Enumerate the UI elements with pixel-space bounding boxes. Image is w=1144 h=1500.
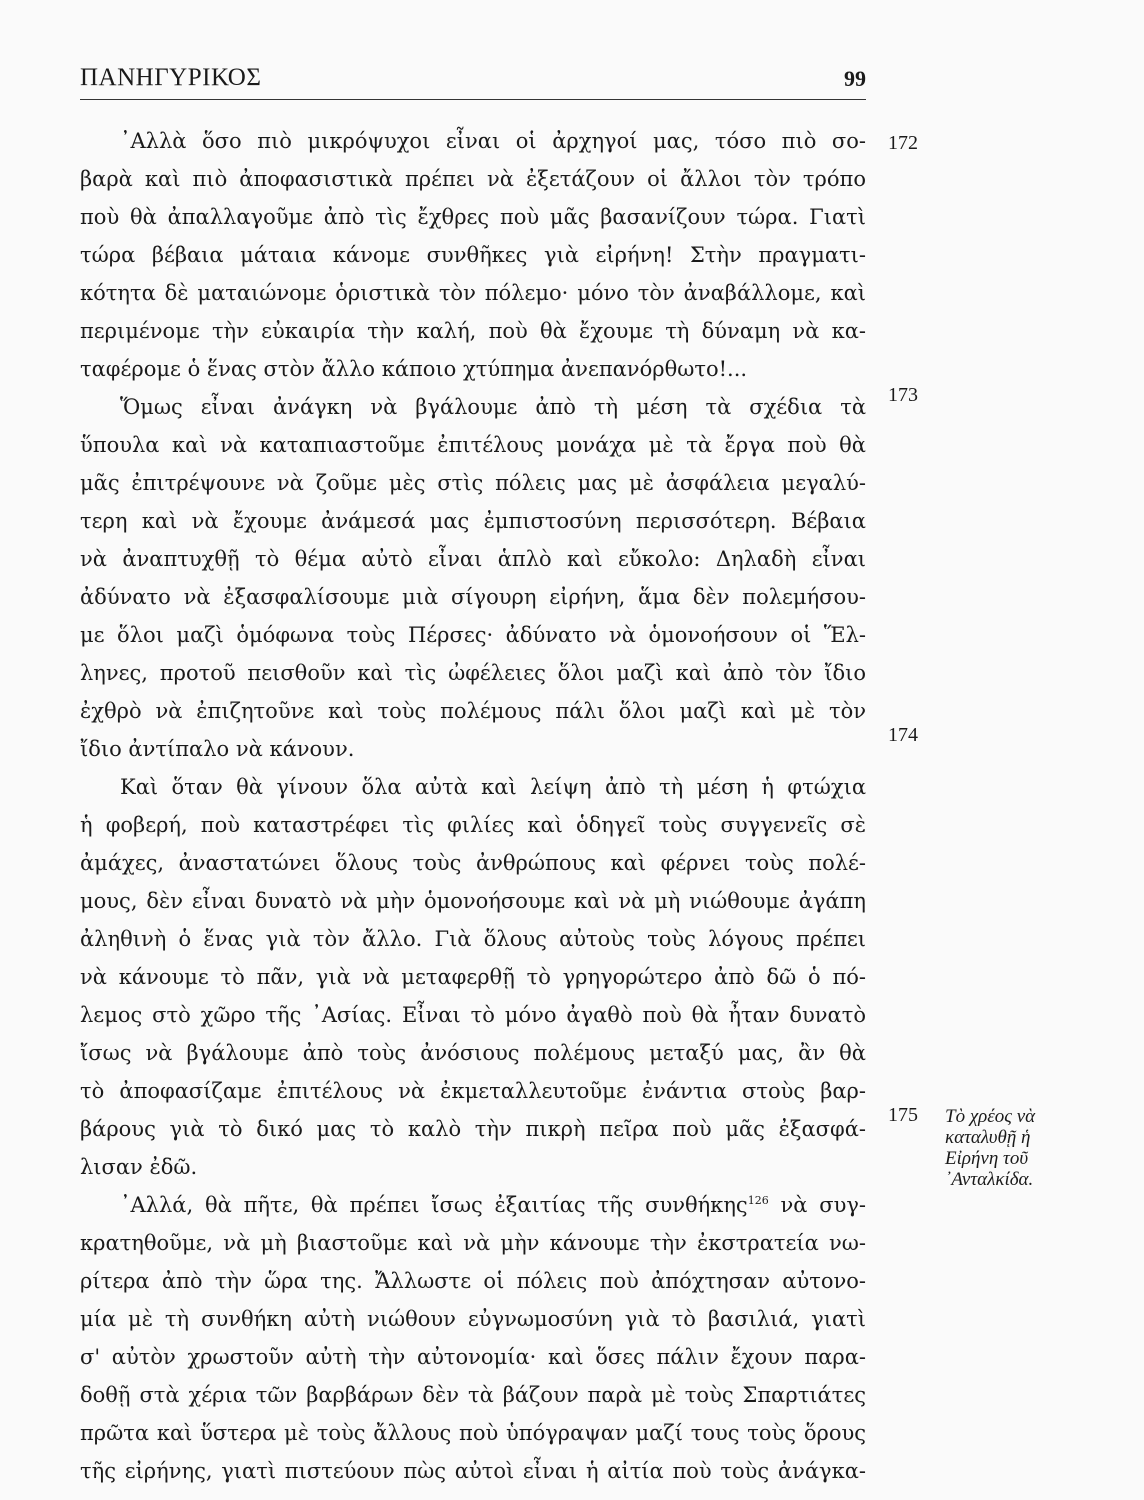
text-line: ποὺ θὰ ἀπαλλαγοῦμε ἀπὸ τὶς ἔχθρες ποὺ μᾶς βασανίζουν τώρα. Γιατὶ <box>80 205 866 229</box>
text-line: περιμένομε τὴν εὐκαιρία τὴν καλή, ποὺ θὰ ἔχουμε τὴ δύναμη νὰ κα- <box>80 319 866 343</box>
text-line: Ὅμως εἶναι ἀνάγκη νὰ βγάλουμε ἀπὸ τὴ μέση τὰ σχέδια τὰ <box>120 395 866 419</box>
text-line: κρατηθοῦμε, νὰ μὴ βιαστοῦμε καὶ νὰ μὴν κάνουμε τὴν ἐκστρατεία νω- <box>80 1231 866 1255</box>
running-title: ΠΑΝΗΓΥΡΙΚΟΣ <box>80 64 262 91</box>
text-line: κότητα δὲ ματαιώνομε ὁριστικὰ τὸν πόλεμο· μόνο τὸν ἀναβάλλομε, καὶ <box>80 281 866 305</box>
text-line: πρῶτα καὶ ὕστερα μὲ τοὺς ἄλλους ποὺ ὑπόγραψαν μαζί τους τοὺς ὅρους <box>80 1421 866 1445</box>
text-line: ὕπουλα καὶ νὰ καταπιαστοῦμε ἐπιτέλους μονάχα μὲ τὰ ἔργα ποὺ θὰ <box>80 433 866 457</box>
text-line: βάρους γιὰ τὸ δικό μας τὸ καλὸ τὴν πικρὴ πεῖρα ποὺ μᾶς ἐξασφά- <box>80 1117 866 1141</box>
text-line: ρίτερα ἀπὸ τὴν ὥρα της. Ἄλλωστε οἱ πόλεις ποὺ ἀπόχτησαν αὐτονο- <box>80 1269 866 1293</box>
text-line: τώρα βέβαια μάταια κάνομε συνθῆκες γιὰ εἰρήνη! Στὴν πραγματι- <box>80 243 866 267</box>
text-line: τερη καὶ νὰ ἔχουμε ἀνάμεσά μας ἐμπιστοσύνη περισσότερη. Βέβαια <box>80 509 866 533</box>
footnote-ref: 126 <box>747 1194 769 1207</box>
text-line: ληνες, προτοῦ πεισθοῦν καὶ τὶς ὠφέλειες ὅλοι μαζὶ καὶ ἀπὸ τὸν ἴδιο <box>80 661 866 685</box>
text-line: ἀμάχες, ἀναστατώνει ὅλους τοὺς ἀνθρώπους καὶ φέρνει τοὺς πολέ- <box>80 851 866 875</box>
text-line: μους, δὲν εἶναι δυνατὸ νὰ μὴν ὁμονοήσουμε καὶ νὰ μὴ νιώθουμε ἀγάπη <box>80 889 866 913</box>
text-line: λεμος στὸ χῶρο τῆς ᾿Ασίας. Εἶναι τὸ μόνο ἀγαθὸ ποὺ θὰ ἦταν δυνατὸ <box>80 1003 866 1027</box>
text-line: ἴδιο ἀντίπαλο νὰ κάνουν. <box>80 737 355 761</box>
page-header <box>80 62 866 96</box>
body-text <box>80 122 866 1490</box>
text-line: ἡ φοβερή, ποὺ καταστρέφει τὶς φιλίες καὶ ὁδηγεῖ τοὺς συγγενεῖς σὲ <box>80 813 866 837</box>
text-line: νὰ κάνουμε τὸ πᾶν, γιὰ νὰ μεταφερθῇ τὸ γρηγορώτερο ἀπὸ δῶ ὁ πό- <box>80 965 866 989</box>
text-line: νὰ ἀναπτυχθῇ τὸ θέμα αὐτὸ εἶναι ἁπλὸ καὶ εὔκολο: Δηλαδὴ εἶναι <box>80 547 866 571</box>
text-line: τῆς εἰρήνης, γιατὶ πιστεύουν πὼς αὐτοὶ εἶναι ἡ αἰτία ποὺ τοὺς ἀνάγκα- <box>80 1459 866 1483</box>
text-line: ἀδύνατο νὰ ἐξασφαλίσουμε μιὰ σίγουρη εἰρήνη, ἅμα δὲν πολεμήσου- <box>80 585 866 609</box>
text-line: Καὶ ὅταν θὰ γίνουν ὅλα αὐτὰ καὶ λείψη ἀπὸ τὴ μέση ἡ φτώχια <box>120 775 866 799</box>
margin-note-line: ᾿Ανταλκίδα. <box>945 1169 1034 1190</box>
section-number: 175 <box>888 1104 918 1126</box>
section-number: 173 <box>888 384 918 406</box>
section-number: 172 <box>888 132 918 154</box>
text-line: λισαν ἐδῶ. <box>80 1155 198 1179</box>
text-line: δοθῇ στὰ χέρια τῶν βαρβάρων δὲν τὰ βάζουν παρὰ μὲ τοὺς Σπαρτιάτες <box>80 1383 866 1407</box>
text-line: ἐχθρὸ νὰ ἐπιζητοῦνε καὶ τοὺς πολέμους πάλι ὅλοι μαζὶ καὶ μὲ τὸν <box>80 699 866 723</box>
margin-note-line: καταλυθῇ ἡ <box>945 1127 1031 1148</box>
line-text-continued: νὰ συγ- <box>768 1193 866 1217</box>
text-line: βαρὰ καὶ πιὸ ἀποφασιστικὰ πρέπει νὰ ἐξετάζουν οἱ ἄλλοι τὸν τρόπο <box>80 167 866 191</box>
text-line: με ὅλοι μαζὶ ὁμόφωνα τοὺς Πέρσες· ἀδύνατο νὰ ὁμονοήσουν οἱ Ἕλ- <box>80 623 866 647</box>
margin-note-line: Εἰρήνη τοῦ <box>945 1148 1029 1169</box>
header-rule <box>80 99 866 100</box>
text-line: σ' αὐτὸν χρωστοῦν αὐτὴ τὴν αὐτονομία· καὶ ὅσες πάλιν ἔχουν παρα- <box>80 1345 866 1369</box>
text-line: ταφέρομε ὁ ἕνας στὸν ἄλλο κάποιο χτύπημα ἀνεπανόρθωτο!... <box>80 357 748 381</box>
margin-note-line: Τὸ χρέος νὰ <box>945 1106 1036 1127</box>
page-number: 99 <box>844 66 866 91</box>
text-line: ᾿Αλλὰ ὅσο πιὸ μικρόψυχοι εἶναι οἱ ἀρχηγοί μας, τόσο πιὸ σο- <box>120 129 866 153</box>
text-line: ἀληθινὴ ὁ ἕνας γιὰ τὸν ἄλλο. Γιὰ ὅλους αὐτοὺς τοὺς λόγους πρέπει <box>80 927 866 951</box>
line-text: ᾿Αλλά, θὰ πῆτε, θὰ πρέπει ἴσως ἐξαιτίας τῆς συνθήκης <box>120 1193 748 1217</box>
text-line-with-footnote <box>80 1186 866 1224</box>
text-line: μία μὲ τὴ συνθήκη αὐτὴ νιώθουν εὐγνωμοσύνη γιὰ τὸ βασιλιά, γιατὶ <box>80 1307 866 1331</box>
section-number: 174 <box>888 724 918 746</box>
text-line: μᾶς ἐπιτρέψουνε νὰ ζοῦμε μὲς στὶς πόλεις μας μὲ ἀσφάλεια μεγαλύ- <box>80 471 866 495</box>
text-line: τὸ ἀποφασίζαμε ἐπιτέλους νὰ ἐκμεταλλευτοῦμε ἐνάντια στοὺς βαρ- <box>80 1079 866 1103</box>
margin-note <box>945 1106 1095 1190</box>
text-line: ἴσως νὰ βγάλουμε ἀπὸ τοὺς ἀνόσιους πολέμους μεταξύ μας, ἂν θὰ <box>80 1041 866 1065</box>
